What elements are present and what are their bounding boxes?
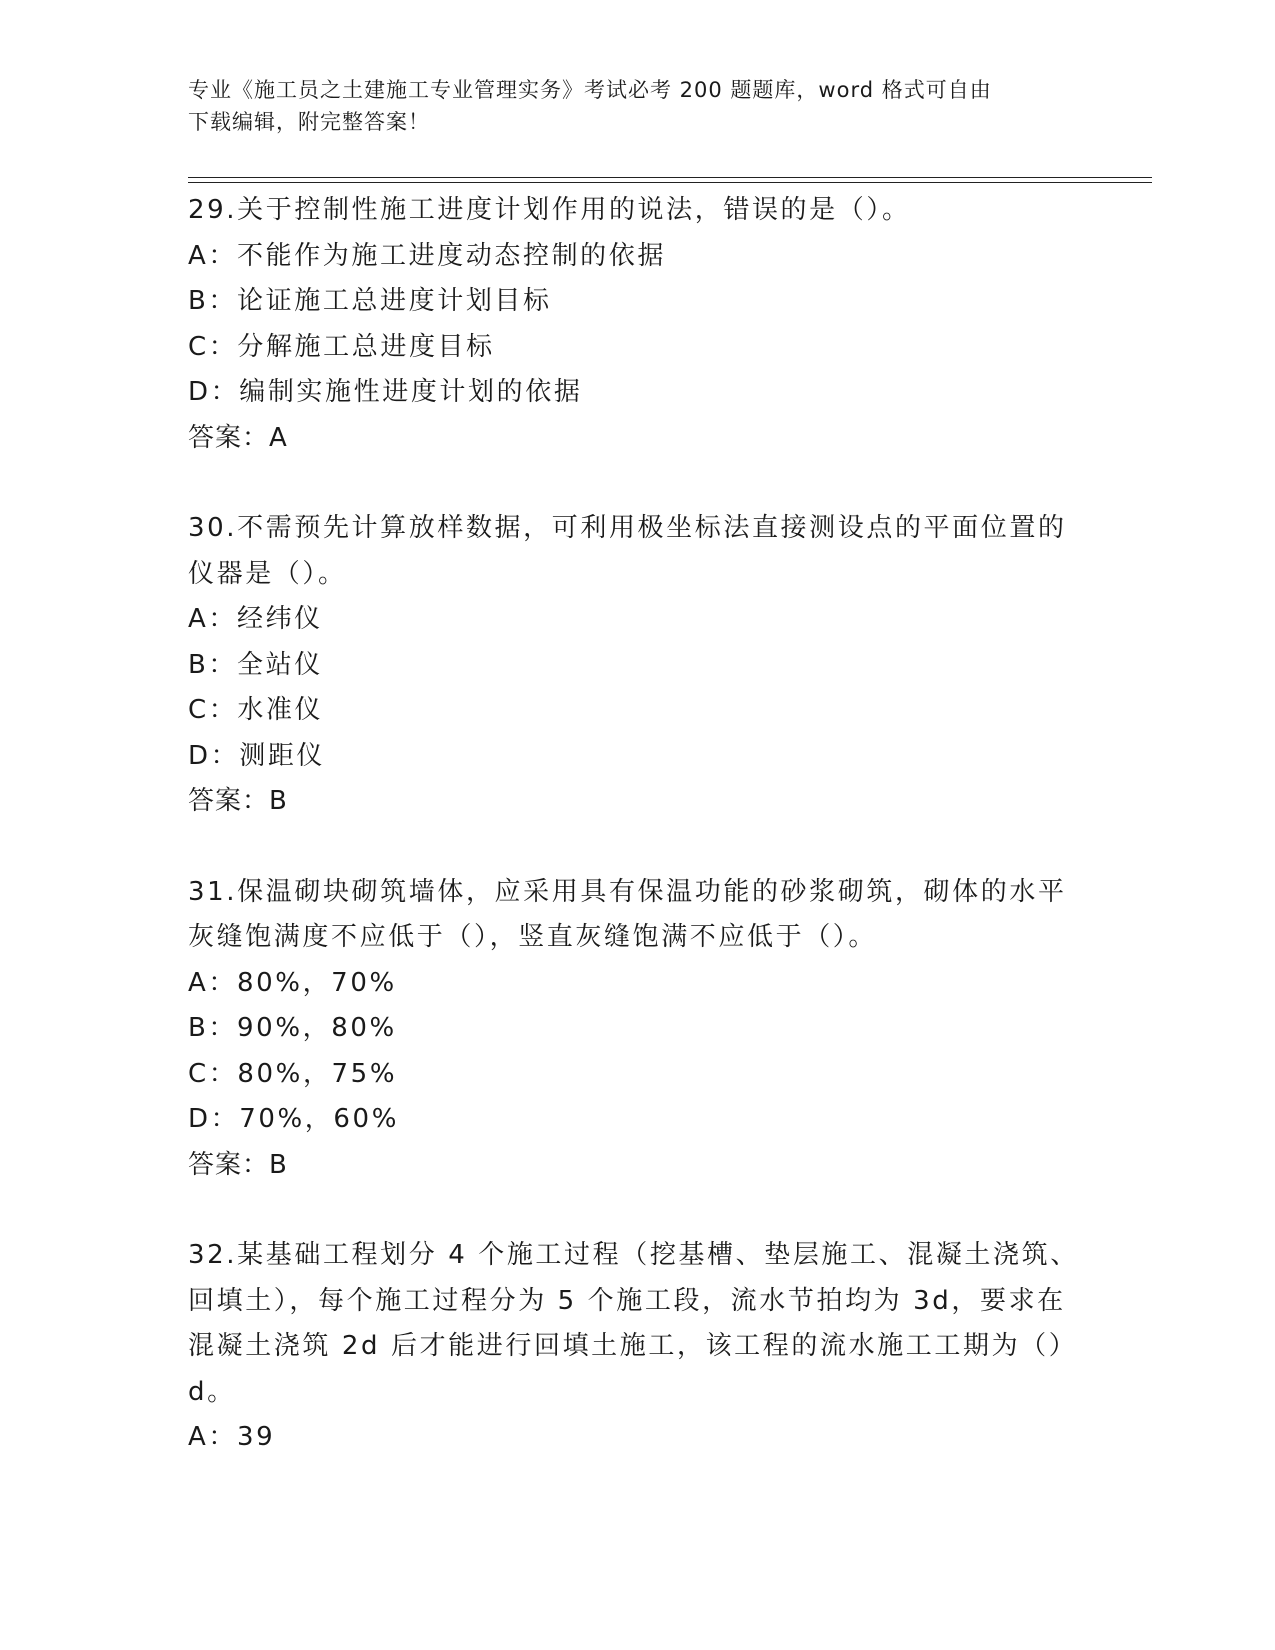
question-stem-continued: 灰缝饱满度不应低于（），竖直灰缝饱满不应低于（）。 — [188, 922, 878, 952]
question-stem: 32.某基础工程划分 4 个施工过程（挖基槽、垫层施工、混凝土浇筑、 — [188, 1240, 1079, 1270]
option-d: D：编制实施性进度计划的依据 — [188, 377, 583, 407]
option-c: C：水准仪 — [188, 695, 324, 725]
option-d: D：测距仪 — [188, 740, 326, 771]
question-30 — [188, 506, 1088, 825]
answer-label: 答案：B — [188, 786, 288, 816]
question-stem-continued: 仪器是（）。 — [188, 558, 347, 589]
option-a: A：不能作为施工进度动态控制的依据 — [188, 240, 666, 271]
option-b: B：论证施工总进度计划目标 — [188, 286, 552, 316]
option-c: C：80%，75% — [188, 1058, 398, 1089]
question-stem-continued: d。 — [188, 1376, 236, 1407]
option-a: A：经纬仪 — [188, 604, 323, 634]
question-stem: 29.关于控制性施工进度计划作用的说法，错误的是（）。 — [188, 195, 911, 225]
question-29 — [188, 188, 1088, 461]
option-b: B：90%，80% — [188, 1013, 397, 1043]
option-d: D：70%，60% — [188, 1104, 399, 1134]
question-stem: 30.不需预先计算放样数据，可利用极坐标法直接测设点的平面位置的 — [188, 513, 1067, 543]
question-32 — [188, 1233, 1088, 1461]
question-stem-continued: 回填土），每个施工过程分为 5 个施工段，流水节拍均为 3d，要求在 — [188, 1285, 1066, 1316]
answer-label: 答案：A — [188, 422, 288, 453]
option-b: B：全站仪 — [188, 649, 323, 680]
question-stem-continued: 混凝土浇筑 2d 后才能进行回填土施工，该工程的流水施工工期为（） — [188, 1331, 1078, 1361]
header-divider-bottom — [188, 182, 1152, 183]
header-divider-top — [188, 177, 1152, 178]
answer-label: 答案：B — [188, 1149, 288, 1180]
header-line-2: 下载编辑，附完整答案！ — [188, 110, 430, 134]
option-a: A：80%，70% — [188, 967, 397, 998]
option-c: C：分解施工总进度目标 — [188, 331, 495, 362]
option-a: A：39 — [188, 1422, 276, 1452]
question-list — [188, 188, 1088, 1506]
header-line-1: 专业《施工员之土建施工专业管理实务》考试必考 200 题题库，word 格式可自由 — [188, 78, 992, 102]
document-header — [188, 74, 1068, 138]
question-31 — [188, 870, 1088, 1189]
question-stem: 31.保温砌块砌筑墙体，应采用具有保温功能的砂浆砌筑，砌体的水平 — [188, 876, 1067, 907]
